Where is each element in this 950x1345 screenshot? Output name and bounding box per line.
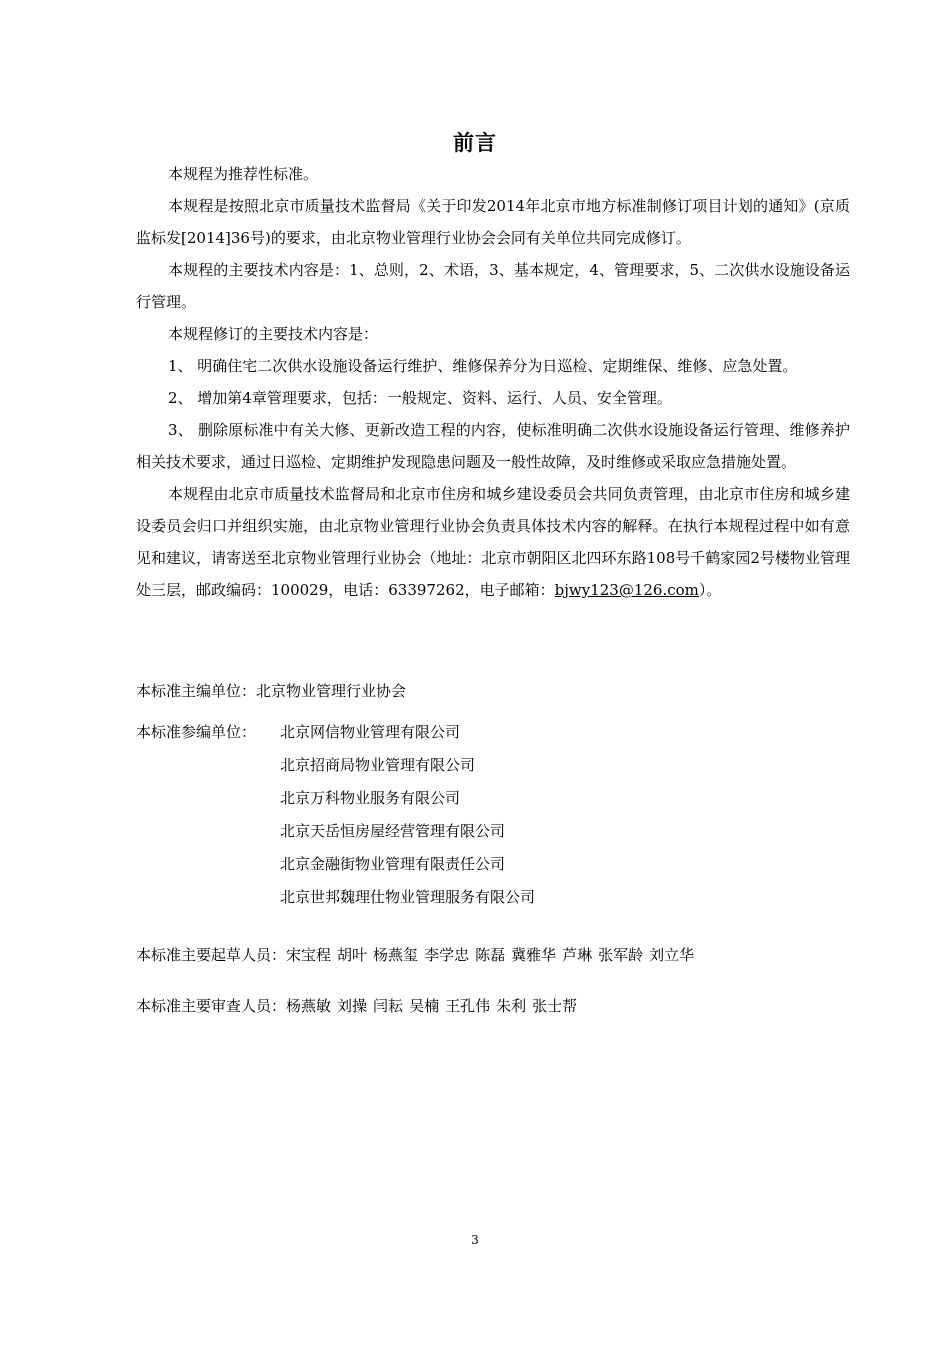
reviewers-label: 本标准主要审查人员： — [136, 997, 287, 1015]
revision-item-1: 1、 明确住宅二次供水设施设备运行维护、维修保养分为日巡检、定期维保、维修、应急处置。 — [168, 357, 798, 375]
reviewers-line — [136, 991, 850, 1021]
participating-unit: 北京网信物业管理有限公司 — [280, 723, 461, 741]
email-link[interactable]: bjwy123@126.com — [554, 581, 699, 599]
drafter-name: 芦琳 — [562, 946, 593, 964]
chief-editor-label: 本标准主编单位： — [136, 682, 257, 700]
participating-units-list — [280, 716, 535, 914]
participating-unit: 北京金融街物业管理有限责任公司 — [280, 855, 506, 873]
chief-editor-value: 北京物业管理行业协会 — [256, 682, 407, 700]
drafter-name: 冀雅华 — [511, 946, 557, 964]
drafter-name: 宋宝程 — [286, 946, 332, 964]
drafter-name: 陈磊 — [475, 946, 506, 964]
drafter-name: 张军龄 — [598, 946, 644, 964]
participating-unit: 北京世邦魏理仕物业管理服务有限公司 — [280, 888, 536, 906]
reviewer-name: 刘操 — [337, 997, 368, 1015]
participating-unit: 北京天岳恒房屋经营管理有限公司 — [280, 822, 506, 840]
preface-body — [136, 158, 850, 606]
reviewer-name: 杨燕敏 — [286, 997, 332, 1015]
participating-units-label: 本标准参编单位： — [136, 723, 257, 741]
organization-section — [136, 675, 850, 914]
participating-unit: 北京招商局物业管理有限公司 — [280, 756, 476, 774]
chief-editor-line — [136, 675, 850, 708]
drafter-name: 刘立华 — [649, 946, 695, 964]
drafter-name: 李学忠 — [424, 946, 470, 964]
drafter-name: 杨燕玺 — [373, 946, 419, 964]
participating-units — [136, 716, 850, 914]
paragraph-recommended-standard: 本规程为推荐性标准。 — [168, 165, 319, 183]
paragraph-revision-basis: 本规程是按照北京市质量技术监督局《关于印发2014年北京市地方标准制修订项目计划的通知》(京质监标发[2014]36号)的要求，由北京物业管理行业协会会同有关单位共同完成修订。 — [136, 197, 850, 247]
reviewer-name: 王孔伟 — [445, 997, 491, 1015]
paragraph-management-contact — [136, 478, 850, 606]
reviewer-name: 张士帮 — [532, 997, 578, 1015]
drafter-name: 胡叶 — [337, 946, 368, 964]
revision-item-3: 3、 删除原标准中有关大修、更新改造工程的内容，使标准明确二次供水设施设备运行管理、维修养护相关技术要求，通过日巡检、定期维护发现隐患问题及一般性故障，及时维修或采取应急措施处置。 — [136, 421, 850, 471]
reviewer-name: 闫耘 — [373, 997, 404, 1015]
contact-text-end: ）。 — [698, 581, 722, 599]
drafters-line — [136, 940, 850, 970]
contact-text: 本规程由北京市质量技术监督局和北京市住房和城乡建设委员会共同负责管理，由北京市住房和城乡建设委员会归口并组织实施，由北京物业管理行业协会负责具体技术内容的解释。在执行本规程过程中如有意见和建议，请寄送至北京物业管理行业协会（地址：北京市朝阳区北四环东路108号千鹤家园2号楼物业管理处三层，邮政编码：100029，电话：63397262，电子邮箱： — [136, 485, 850, 599]
page-number: 3 — [471, 1233, 479, 1247]
reviewer-name: 朱利 — [496, 997, 527, 1015]
revision-item-2: 2、 增加第4章管理要求，包括：一般规定、资料、运行、人员、安全管理。 — [168, 389, 672, 407]
paragraph-revision-content: 本规程修订的主要技术内容是： — [168, 325, 379, 343]
participating-unit: 北京万科物业服务有限公司 — [280, 789, 461, 807]
drafters-label: 本标准主要起草人员： — [136, 946, 287, 964]
paragraph-main-content: 本规程的主要技术内容是：1、总则，2、术语，3、基本规定，4、管理要求，5、二次供水设施设备运行管理。 — [136, 261, 850, 311]
reviewer-name: 吴楠 — [409, 997, 440, 1015]
page-title: 前言 — [453, 131, 497, 155]
